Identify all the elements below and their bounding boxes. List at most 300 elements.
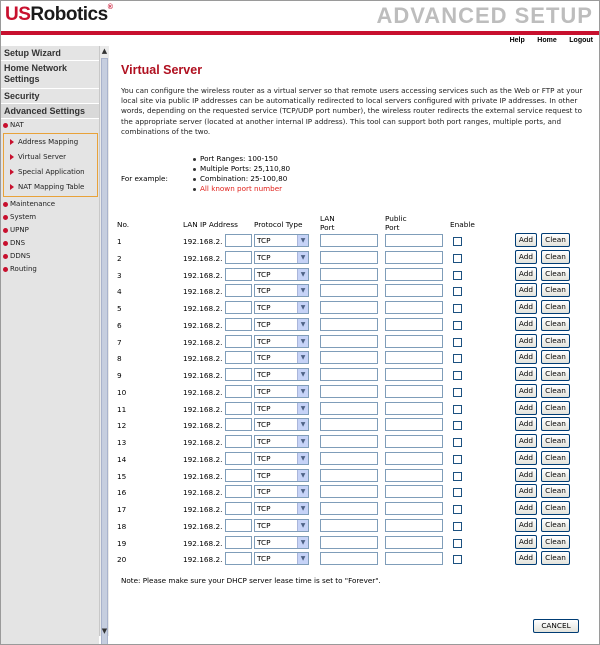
column-header-protocol: Protocol Type [254,220,303,229]
row-number: 11 [117,404,127,414]
protocol-value: TCP [257,269,271,279]
sidebar-item-nat[interactable] [1,119,99,132]
add-button[interactable]: Add [515,317,537,331]
table-row [117,451,597,467]
enable-checkbox[interactable] [453,371,462,380]
table-row [117,535,597,551]
chevron-down-icon[interactable]: ▼ [297,419,308,430]
sidebar-item-label: Maintenance [10,200,56,208]
arrow-right-icon [10,169,14,175]
protocol-select[interactable] [254,402,309,415]
enable-checkbox[interactable] [453,505,462,514]
arrow-right-icon [10,184,14,190]
protocol-value: TCP [257,252,271,262]
lan-port-input[interactable] [320,552,378,565]
enable-checkbox[interactable] [453,555,462,564]
sidebar-item-system[interactable] [1,211,99,224]
column-header-no: No. [117,220,130,229]
chevron-down-icon[interactable]: ▼ [297,302,308,313]
public-port-input[interactable] [385,268,443,281]
lan-port-input[interactable] [320,435,378,448]
row-number: 8 [117,354,122,364]
sidebar-subitem-nat-mapping-table[interactable] [4,180,97,195]
enable-checkbox[interactable] [453,254,462,263]
bullet-icon [3,202,8,207]
row-number: 12 [117,421,127,431]
protocol-value: TCP [257,437,271,446]
protocol-select[interactable] [254,469,309,482]
lan-ip-input[interactable] [225,368,252,381]
public-port-input[interactable] [385,284,443,297]
ip-prefix: 192.168.2. [183,438,223,447]
chevron-down-icon[interactable]: ▼ [297,553,308,564]
clean-button[interactable]: Clean [541,300,570,314]
sidebar-subitem-virtual-server[interactable] [4,150,97,165]
cancel-button[interactable]: CANCEL [533,619,579,633]
protocol-value: TCP [257,303,271,312]
main-content [113,46,597,644]
sidebar-item-dns[interactable] [1,237,99,250]
public-port-input[interactable] [385,552,443,565]
enable-checkbox[interactable] [453,271,462,280]
bullet-icon [3,123,8,128]
lan-ip-input[interactable] [225,552,252,565]
row-number: 18 [117,521,127,531]
chevron-down-icon[interactable]: ▼ [297,537,308,548]
row-number: 20 [117,555,127,565]
enable-checkbox[interactable] [453,488,462,497]
public-port-input[interactable] [385,318,443,331]
chevron-down-icon[interactable]: ▼ [297,285,308,296]
table-row [117,350,597,366]
clean-button[interactable]: Clean [541,350,570,364]
ip-prefix: 192.168.2. [183,304,223,313]
row-number: 16 [117,488,127,498]
clean-button[interactable]: Clean [541,484,570,498]
section-title: ADVANCED SETUP [376,3,593,28]
protocol-value: TCP [257,453,271,463]
lan-ip-input[interactable] [225,435,252,448]
lan-ip-input[interactable] [225,335,252,348]
protocol-select[interactable] [254,385,309,398]
add-button[interactable]: Add [515,451,537,465]
clean-button[interactable]: Clean [541,317,570,331]
chevron-down-icon[interactable]: ▼ [297,436,308,447]
bullet-icon [3,215,8,220]
table-row [117,434,597,450]
lan-ip-input[interactable] [225,502,252,515]
page-description: You can configure the wireless router as a virtual server so that remote users accessing services such as the Web or FTP at your local site via public IP addresses can be automatically redirected to local servers configured with private IP addresses. In other words, depending on the requested service (TCP/UDP port number), the wireless router redirects the external service request to the appropriate server (located at another internal IP address). This tool can support both port ranges, multiple ports, and combinations of the two. [121,86,583,136]
add-button[interactable]: Add [515,434,537,448]
sidebar-item-maintenance[interactable] [1,198,99,211]
lan-port-input[interactable] [320,536,378,549]
public-port-input[interactable] [385,485,443,498]
clean-button[interactable]: Clean [541,468,570,482]
scrollbar-thumb[interactable] [101,58,108,645]
protocol-value: TCP [257,487,271,497]
home-link[interactable]: Home [537,37,557,44]
protocol-value: TCP [257,520,271,530]
protocol-select[interactable] [254,368,309,381]
example-combination: Combination: 25-100,80 [193,174,290,184]
row-number: 10 [117,387,127,397]
table-row [117,384,597,400]
chevron-down-icon[interactable]: ▼ [297,235,308,246]
table-row [117,551,597,567]
lan-ip-input[interactable] [225,402,252,415]
row-number: 15 [117,471,127,481]
public-port-input[interactable] [385,469,443,482]
table-row [117,334,597,350]
clean-button[interactable]: Clean [541,250,570,264]
clean-button[interactable]: Clean [541,334,570,348]
sidebar-item-setup-wizard[interactable]: Setup Wizard [1,46,99,61]
sidebar-item-routing[interactable] [1,263,99,276]
table-row [117,267,597,283]
clean-button[interactable]: Clean [541,434,570,448]
clean-button[interactable]: Clean [541,535,570,549]
chevron-down-icon[interactable]: ▼ [297,269,308,280]
usrobotics-logo [5,4,112,26]
sidebar-item-security[interactable]: Security [1,89,99,104]
lan-port-input[interactable] [320,485,378,498]
arrow-right-icon [10,139,14,145]
lan-port-input[interactable] [320,335,378,348]
public-port-input[interactable] [385,452,443,465]
all-known-ports-link[interactable]: All known port number [193,184,290,194]
protocol-value: TCP [257,386,271,396]
enable-checkbox[interactable] [453,405,462,414]
row-number: 19 [117,538,127,548]
clean-button[interactable]: Clean [541,417,570,431]
add-button[interactable]: Add [515,367,537,381]
add-button[interactable]: Add [515,468,537,482]
protocol-select[interactable] [254,502,309,515]
column-header-public-port: Public Port [385,214,407,232]
add-button[interactable]: Add [515,518,537,532]
lan-ip-input[interactable] [225,301,252,314]
protocol-select[interactable] [254,536,309,549]
lan-ip-input[interactable] [225,519,252,532]
lan-port-input[interactable] [320,318,378,331]
sidebar-item-label: DDNS [10,252,31,260]
chevron-down-icon[interactable]: ▼ [297,453,308,464]
add-button[interactable]: Add [515,233,537,247]
enable-checkbox[interactable] [453,455,462,464]
sidebar-item-label: NAT Mapping Table [18,183,85,191]
clean-button[interactable]: Clean [541,283,570,297]
add-button[interactable]: Add [515,401,537,415]
ip-prefix: 192.168.2. [183,253,223,263]
public-port-input[interactable] [385,335,443,348]
chevron-down-icon[interactable]: ▼ [297,486,308,497]
lan-port-input[interactable] [320,502,378,515]
ip-prefix: 192.168.2. [183,354,223,364]
chevron-down-icon[interactable]: ▼ [297,252,308,263]
protocol-select[interactable] [254,452,309,465]
protocol-value: TCP [257,319,271,329]
add-button[interactable]: Add [515,384,537,398]
column-header-lan-port: LAN Port [320,214,335,232]
protocol-select[interactable] [254,418,309,431]
column-header-enable: Enable [450,220,475,229]
lan-ip-input[interactable] [225,536,252,549]
logo-robotics: Robotics [30,4,108,25]
chevron-down-icon[interactable]: ▼ [297,352,308,363]
lan-port-input[interactable] [320,268,378,281]
lan-ip-input[interactable] [225,318,252,331]
enable-checkbox[interactable] [453,421,462,430]
header [1,1,599,31]
protocol-value: TCP [257,537,271,547]
protocol-select[interactable] [254,335,309,348]
ip-prefix: 192.168.2. [183,454,223,464]
add-button[interactable]: Add [515,551,537,565]
sidebar-item-advanced-settings[interactable]: Advanced Settings [1,104,99,119]
lan-port-input[interactable] [320,418,378,431]
lan-port-input[interactable] [320,469,378,482]
ip-prefix: 192.168.2. [183,320,223,330]
public-port-input[interactable] [385,536,443,549]
sidebar-subitem-address-mapping[interactable] [4,135,97,150]
example-multiple-ports: Multiple Ports: 25,110,80 [193,164,290,174]
clean-button[interactable]: Clean [541,401,570,415]
chevron-down-icon[interactable]: ▼ [297,403,308,414]
enable-checkbox[interactable] [453,304,462,313]
enable-checkbox[interactable] [453,539,462,548]
ip-prefix: 192.168.2. [183,237,223,246]
ip-prefix: 192.168.2. [183,471,223,481]
protocol-value: TCP [257,286,271,296]
lan-ip-input[interactable] [225,452,252,465]
bullet-icon [3,254,8,259]
ip-prefix: 192.168.2. [183,421,223,431]
lan-port-input[interactable] [320,251,378,264]
public-port-input[interactable] [385,385,443,398]
table-row [117,283,597,299]
lan-ip-input[interactable] [225,469,252,482]
protocol-value: TCP [257,403,271,413]
bullet-icon [3,241,8,246]
table-row [117,401,597,417]
ip-prefix: 192.168.2. [183,404,223,414]
sidebar-subitem-special-application[interactable] [4,165,97,180]
table-row [117,300,597,316]
lan-ip-input[interactable] [225,251,252,264]
table-row [117,417,597,433]
protocol-select[interactable] [254,234,309,247]
enable-checkbox[interactable] [453,287,462,296]
ip-prefix: 192.168.2. [183,505,223,514]
protocol-value: TCP [257,470,271,480]
page-title: Virtual Server [121,63,203,77]
lan-port-input[interactable] [320,284,378,297]
chevron-down-icon[interactable]: ▼ [297,319,308,330]
lan-ip-input[interactable] [225,485,252,498]
lan-port-input[interactable] [320,519,378,532]
scroll-up-icon[interactable]: ▲ [101,47,108,55]
protocol-select[interactable] [254,519,309,532]
lan-port-input[interactable] [320,385,378,398]
ip-prefix: 192.168.2. [183,270,223,280]
sidebar-item-home-network-settings[interactable]: Home Network Settings [1,61,99,89]
table-row [117,468,597,484]
sidebar-item-label: UPNP [10,226,29,234]
clean-button[interactable]: Clean [541,501,570,515]
public-port-input[interactable] [385,519,443,532]
lan-ip-input[interactable] [225,385,252,398]
logo-us: US [5,4,31,25]
add-button[interactable]: Add [515,350,537,364]
protocol-select[interactable] [254,485,309,498]
add-button[interactable]: Add [515,535,537,549]
enable-checkbox[interactable] [453,338,462,347]
protocol-value: TCP [257,370,271,379]
lan-port-input[interactable] [320,301,378,314]
clean-button[interactable]: Clean [541,518,570,532]
enable-checkbox[interactable] [453,388,462,397]
public-port-input[interactable] [385,502,443,515]
protocol-value: TCP [257,236,271,245]
enable-checkbox[interactable] [453,472,462,481]
protocol-select[interactable] [254,251,309,264]
add-button[interactable]: Add [515,334,537,348]
ip-prefix: 192.168.2. [183,538,223,548]
protocol-select[interactable] [254,301,309,314]
public-port-input[interactable] [385,301,443,314]
add-button[interactable]: Add [515,250,537,264]
chevron-down-icon[interactable]: ▼ [297,369,308,380]
bullet-icon [3,267,8,272]
sidebar-item-ddns[interactable] [1,250,99,263]
protocol-select[interactable] [254,435,309,448]
enable-checkbox[interactable] [453,237,462,246]
logo-trademark: ® [107,4,113,11]
sidebar-item-label: NAT [10,121,24,129]
protocol-select[interactable] [254,552,309,565]
public-port-input[interactable] [385,368,443,381]
clean-button[interactable]: Clean [541,267,570,281]
row-number: 9 [117,371,122,380]
public-port-input[interactable] [385,251,443,264]
protocol-value: TCP [257,554,271,564]
example-label: For example: [121,174,168,183]
ip-prefix: 192.168.2. [183,287,223,297]
top-links [1,35,599,45]
add-button[interactable]: Add [515,300,537,314]
public-port-input[interactable] [385,435,443,448]
protocol-select[interactable] [254,318,309,331]
clean-button[interactable]: Clean [541,451,570,465]
public-port-input[interactable] [385,234,443,247]
sidebar-item-label: Special Application [18,168,85,176]
lan-ip-input[interactable] [225,418,252,431]
row-number: 1 [117,237,122,246]
chevron-down-icon[interactable]: ▼ [297,520,308,531]
help-link[interactable]: Help [509,37,525,44]
public-port-input[interactable] [385,402,443,415]
table-row [117,367,597,383]
lan-port-input[interactable] [320,234,378,247]
enable-checkbox[interactable] [453,321,462,330]
public-port-input[interactable] [385,418,443,431]
sidebar-item-label: Address Mapping [18,138,79,146]
enable-checkbox[interactable] [453,438,462,447]
row-number: 2 [117,253,122,263]
lan-ip-input[interactable] [225,284,252,297]
enable-checkbox[interactable] [453,522,462,531]
add-button[interactable]: Add [515,501,537,515]
arrow-right-icon [10,154,14,160]
clean-button[interactable]: Clean [541,367,570,381]
table-row [117,317,597,333]
example-port-ranges: Port Ranges: 100-150 [193,154,290,164]
add-button[interactable]: Add [515,283,537,297]
chevron-down-icon[interactable]: ▼ [297,336,308,347]
lan-port-input[interactable] [320,452,378,465]
add-button[interactable]: Add [515,417,537,431]
protocol-select[interactable] [254,351,309,364]
lan-port-input[interactable] [320,368,378,381]
sidebar-item-label: Routing [10,265,37,273]
clean-button[interactable]: Clean [541,233,570,247]
sidebar-item-label: DNS [10,239,26,247]
enable-checkbox[interactable] [453,354,462,363]
lan-ip-input[interactable] [225,268,252,281]
protocol-select[interactable] [254,268,309,281]
ip-prefix: 192.168.2. [183,387,223,397]
ip-prefix: 192.168.2. [183,371,223,380]
sidebar-item-label: Virtual Server [18,153,67,161]
sidebar-scrollbar[interactable] [99,46,109,636]
row-number: 4 [117,287,122,297]
table-row [117,484,597,500]
chevron-down-icon[interactable]: ▼ [297,503,308,514]
protocol-value: TCP [257,336,271,346]
lan-port-input[interactable] [320,351,378,364]
lan-ip-input[interactable] [225,351,252,364]
clean-button[interactable]: Clean [541,551,570,565]
sidebar-item-label: System [10,213,37,221]
ip-prefix: 192.168.2. [183,337,223,347]
logout-link[interactable]: Logout [569,37,593,44]
row-number: 5 [117,304,122,313]
column-header-lan-ip: LAN IP Address [183,220,238,229]
lan-port-input[interactable] [320,402,378,415]
protocol-value: TCP [257,420,271,430]
clean-button[interactable]: Clean [541,384,570,398]
chevron-down-icon[interactable]: ▼ [297,386,308,397]
sidebar-item-upnp[interactable] [1,224,99,237]
add-button[interactable]: Add [515,267,537,281]
add-button[interactable]: Add [515,484,537,498]
lan-ip-input[interactable] [225,234,252,247]
protocol-value: TCP [257,504,271,513]
table-row [117,233,597,249]
sidebar [1,46,99,644]
dhcp-note: Note: Please make sure your DHCP server lease time is set to "Forever". [121,576,381,585]
scroll-down-icon[interactable]: ▼ [101,627,108,635]
bullet-icon [3,228,8,233]
protocol-select[interactable] [254,284,309,297]
table-row [117,518,597,534]
ip-prefix: 192.168.2. [183,555,223,565]
nat-submenu [3,133,98,197]
row-number: 6 [117,320,122,330]
ip-prefix: 192.168.2. [183,521,223,531]
chevron-down-icon[interactable]: ▼ [297,470,308,481]
public-port-input[interactable] [385,351,443,364]
